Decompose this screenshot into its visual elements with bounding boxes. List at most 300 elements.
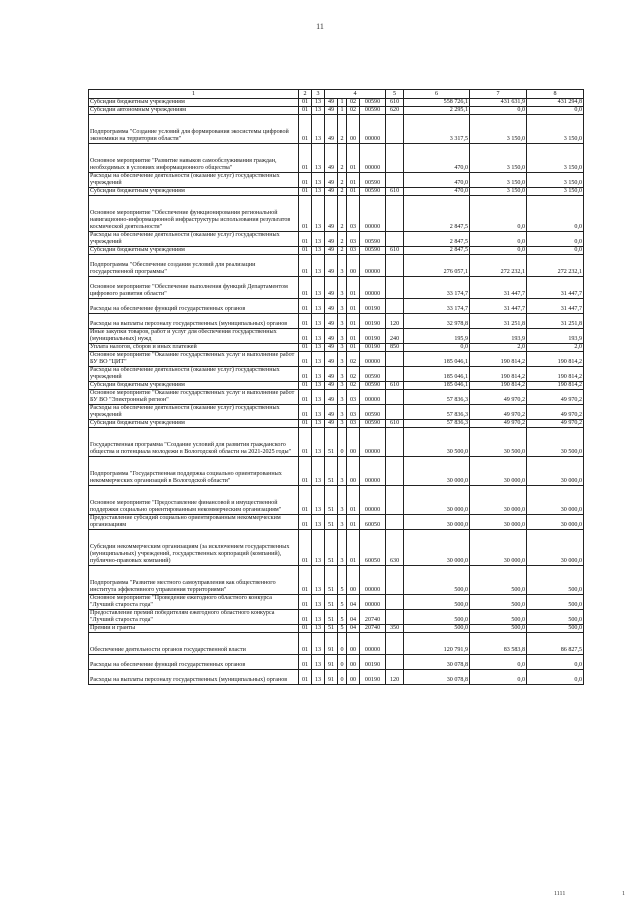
code-cell: 01 [299,247,312,255]
expense-type-cell [386,277,404,299]
amount-cell: 30 000,0 [527,457,584,486]
code-cell: 49 [325,344,338,352]
budget-table [88,89,584,685]
code-cell: 00590 [360,232,386,247]
amount-cell: 30 000,0 [470,530,527,566]
column-header: 7 [470,90,527,99]
amount-cell: 3 150,0 [527,144,584,173]
amount-cell: 431 294,8 [527,99,584,107]
code-cell: 49 [325,232,338,247]
table-row [89,255,584,277]
amount-cell: 500,0 [404,595,470,610]
amount-cell: 500,0 [527,595,584,610]
expense-type-cell [386,633,404,655]
amount-cell: 500,0 [404,566,470,595]
code-cell: 00000 [360,390,386,405]
corner-mark: 1111 [554,891,566,897]
amount-cell: 49 970,2 [527,420,584,428]
amount-cell: 0,0 [527,232,584,247]
table-row [89,655,584,670]
code-cell: 2 [338,196,347,232]
code-cell: 00590 [360,367,386,382]
amount-cell: 0,0 [404,344,470,352]
row-name-cell: Подпрограмма "Государственная поддержка социально ориентированных некоммерческих организаций в Вологодской области" [89,457,299,486]
code-cell: 01 [299,232,312,247]
code-cell: 49 [325,247,338,255]
code-cell: 01 [299,595,312,610]
code-cell: 00 [347,655,360,670]
code-cell: 01 [299,515,312,530]
row-name-cell: Обеспечение деятельности органов государственной власти [89,633,299,655]
code-cell: 60050 [360,530,386,566]
expense-type-cell [386,255,404,277]
code-cell: 00000 [360,457,386,486]
code-cell: 02 [347,107,360,115]
amount-cell: 0,0 [527,670,584,685]
amount-cell: 33 174,7 [404,299,470,314]
code-cell: 13 [312,382,325,390]
code-cell: 49 [325,420,338,428]
amount-cell: 49 970,2 [527,390,584,405]
expense-type-cell [386,405,404,420]
code-cell: 51 [325,566,338,595]
expense-type-cell: 610 [386,99,404,107]
code-cell: 13 [312,255,325,277]
amount-cell: 31 251,8 [470,314,527,329]
row-name-cell: Основное мероприятие "Развитие навыков самообслуживания граждан, необходимых в условиях информационного общества" [89,144,299,173]
table-row [89,670,584,685]
amount-cell: 30 000,0 [404,530,470,566]
code-cell: 13 [312,428,325,457]
row-name-cell: Расходы на выплаты персоналу государственных (муниципальных) органов [89,670,299,685]
amount-cell: 500,0 [527,625,584,633]
code-cell: 00590 [360,188,386,196]
code-cell: 49 [325,188,338,196]
row-name-cell: Расходы на обеспечение деятельности (оказание услуг) государственных учреждений [89,367,299,382]
code-cell: 00000 [360,633,386,655]
amount-cell: 272 232,1 [527,255,584,277]
expense-type-cell: 850 [386,344,404,352]
code-cell: 01 [299,144,312,173]
code-cell: 00 [347,633,360,655]
code-cell: 04 [347,595,360,610]
code-cell: 01 [347,515,360,530]
corner-mark: 1 [622,891,625,897]
expense-type-cell: 350 [386,625,404,633]
code-cell: 2 [338,144,347,173]
code-cell: 04 [347,610,360,625]
row-name-cell: Субсидии автономным учреждениям [89,107,299,115]
code-cell: 2 [338,115,347,144]
amount-cell: 31 447,7 [470,299,527,314]
table-row [89,633,584,655]
code-cell: 01 [347,173,360,188]
amount-cell: 0,0 [470,232,527,247]
amount-cell: 2 847,5 [404,196,470,232]
code-cell: 13 [312,655,325,670]
row-name-cell: Уплата налогов, сборов и иных платежей [89,344,299,352]
amount-cell: 2 847,5 [404,232,470,247]
code-cell: 5 [338,566,347,595]
code-cell: 01 [299,99,312,107]
amount-cell: 3 150,0 [470,188,527,196]
code-cell: 02 [347,99,360,107]
code-cell: 49 [325,367,338,382]
code-cell: 00590 [360,99,386,107]
code-cell: 13 [312,232,325,247]
code-cell: 13 [312,144,325,173]
amount-cell: 31 447,7 [527,299,584,314]
code-cell: 01 [347,188,360,196]
code-cell: 2 [338,188,347,196]
code-cell: 13 [312,566,325,595]
code-cell: 51 [325,457,338,486]
code-cell: 00590 [360,405,386,420]
amount-cell: 0,0 [470,196,527,232]
code-cell: 3 [338,382,347,390]
code-cell: 01 [347,329,360,344]
amount-cell: 272 232,1 [470,255,527,277]
amount-cell: 500,0 [470,625,527,633]
code-cell: 01 [299,115,312,144]
amount-cell: 0,0 [470,655,527,670]
amount-cell: 30 000,0 [470,457,527,486]
code-cell: 51 [325,530,338,566]
amount-cell: 193,9 [527,329,584,344]
amount-cell: 49 970,2 [470,405,527,420]
code-cell: 1 [338,107,347,115]
code-cell: 1 [338,99,347,107]
code-cell: 13 [312,188,325,196]
amount-cell: 30 000,0 [527,515,584,530]
amount-cell: 32 978,8 [404,314,470,329]
amount-cell: 3 150,0 [527,188,584,196]
row-name-cell: Основное мероприятие "Оказание государственных услуг и выполнение работ БУ ВО "Электронный регион" [89,390,299,405]
code-cell: 01 [347,344,360,352]
amount-cell: 0,0 [470,670,527,685]
amount-cell: 193,9 [470,329,527,344]
amount-cell: 3 150,0 [470,115,527,144]
code-cell: 49 [325,405,338,420]
code-cell: 00190 [360,655,386,670]
amount-cell: 500,0 [470,595,527,610]
amount-cell: 30 500,0 [404,428,470,457]
code-cell: 00590 [360,107,386,115]
code-cell: 3 [338,329,347,344]
table-row [89,515,584,530]
code-cell: 0 [338,670,347,685]
code-cell: 01 [347,277,360,299]
expense-type-cell [386,115,404,144]
table-row [89,610,584,625]
code-cell: 49 [325,352,338,367]
row-name-cell: Расходы на обеспечение деятельности (оказание услуг) государственных учреждений [89,232,299,247]
code-cell: 13 [312,299,325,314]
row-name-cell: Государственная программа "Создание условий для развития гражданского общества и потенциала молодежи в Вологодской области на 2021-2025 годы" [89,428,299,457]
code-cell: 13 [312,633,325,655]
table-row [89,405,584,420]
code-cell: 3 [338,486,347,515]
expense-type-cell [386,367,404,382]
code-cell: 01 [299,344,312,352]
amount-cell: 190 814,2 [527,352,584,367]
expense-type-cell [386,390,404,405]
amount-cell: 3 150,0 [470,144,527,173]
expense-type-cell: 610 [386,382,404,390]
amount-cell: 0,0 [527,247,584,255]
table-row [89,196,584,232]
amount-cell: 0,0 [470,247,527,255]
code-cell: 00 [347,428,360,457]
code-cell: 01 [347,530,360,566]
expense-type-cell: 610 [386,188,404,196]
table-row [89,457,584,486]
row-name-cell: Иные закупки товаров, работ и услуг для обеспечения государственных (муниципальных) нужд [89,329,299,344]
expense-type-cell: 610 [386,420,404,428]
code-cell: 01 [299,314,312,329]
code-cell: 3 [338,314,347,329]
code-cell: 00000 [360,428,386,457]
code-cell: 01 [299,329,312,344]
code-cell: 00190 [360,299,386,314]
code-cell: 03 [347,390,360,405]
table-row [89,566,584,595]
code-cell: 3 [338,390,347,405]
amount-cell: 30 500,0 [527,428,584,457]
row-name-cell: Предоставление премий победителям ежегодного областного конкурса "Лучший староста года" [89,610,299,625]
table-row [89,107,584,115]
column-header: 1 [89,90,299,99]
amount-cell: 49 970,2 [470,390,527,405]
code-cell: 13 [312,173,325,188]
row-name-cell: Подпрограмма "Развитие местного самоуправления как общественного института эффективного управления территориями" [89,566,299,595]
code-cell: 20740 [360,625,386,633]
amount-cell: 86 827,5 [527,633,584,655]
code-cell: 13 [312,405,325,420]
code-cell: 13 [312,367,325,382]
code-cell: 00 [347,255,360,277]
amount-cell: 57 836,3 [404,390,470,405]
code-cell: 3 [338,277,347,299]
amount-cell: 57 836,3 [404,420,470,428]
amount-cell: 2 295,1 [404,107,470,115]
code-cell: 5 [338,595,347,610]
code-cell: 01 [299,299,312,314]
code-cell: 13 [312,420,325,428]
code-cell: 01 [299,457,312,486]
code-cell: 00000 [360,486,386,515]
row-name-cell: Расходы на обеспечение деятельности (оказание услуг) государственных учреждений [89,173,299,188]
amount-cell: 0,0 [527,107,584,115]
code-cell: 49 [325,115,338,144]
amount-cell: 30 000,0 [404,486,470,515]
code-cell: 01 [299,610,312,625]
code-cell: 00000 [360,196,386,232]
code-cell: 91 [325,670,338,685]
amount-cell: 190 814,2 [527,382,584,390]
amount-cell: 31 447,7 [527,277,584,299]
row-name-cell: Расходы на обеспечение функций государственных органов [89,299,299,314]
amount-cell: 195,9 [404,329,470,344]
table-row [89,115,584,144]
table-row [89,595,584,610]
code-cell: 00000 [360,566,386,595]
code-cell: 00590 [360,382,386,390]
amount-cell: 83 583,8 [470,633,527,655]
code-cell: 91 [325,655,338,670]
code-cell: 20740 [360,610,386,625]
table-row [89,625,584,633]
row-name-cell: Премии и гранты [89,625,299,633]
expense-type-cell [386,610,404,625]
code-cell: 04 [347,625,360,633]
code-cell: 49 [325,196,338,232]
code-cell: 01 [299,255,312,277]
code-cell: 01 [299,625,312,633]
code-cell: 2 [338,232,347,247]
code-cell: 49 [325,390,338,405]
code-cell: 3 [338,420,347,428]
expense-type-cell [386,173,404,188]
expense-type-cell [386,655,404,670]
amount-cell: 0,0 [527,196,584,232]
code-cell: 01 [347,314,360,329]
table-row [89,382,584,390]
code-cell: 3 [338,299,347,314]
code-cell: 01 [299,352,312,367]
table-row [89,173,584,188]
amount-cell: 185 046,1 [404,367,470,382]
code-cell: 0 [338,633,347,655]
amount-cell: 3 150,0 [527,115,584,144]
code-cell: 13 [312,196,325,232]
code-cell: 0 [338,655,347,670]
expense-type-cell: 610 [386,247,404,255]
code-cell: 13 [312,344,325,352]
code-cell: 51 [325,610,338,625]
code-cell: 5 [338,625,347,633]
row-name-cell: Предоставление субсидий социально ориентированным некоммерческим организациям [89,515,299,530]
column-header: 3 [312,90,325,99]
code-cell: 03 [347,232,360,247]
expense-type-cell: 630 [386,530,404,566]
table-row [89,530,584,566]
row-name-cell: Подпрограмма "Обеспечение создания условий для реализации государственной программы" [89,255,299,277]
code-cell: 00000 [360,144,386,173]
code-cell: 01 [299,196,312,232]
row-name-cell: Основное мероприятие "Оказание государственных услуг и выполнение работ БУ ВО "ЦИТ" [89,352,299,367]
table-row [89,144,584,173]
code-cell: 3 [338,352,347,367]
amount-cell: 185 046,1 [404,352,470,367]
code-cell: 01 [299,367,312,382]
amount-cell: 2,0 [527,344,584,352]
amount-cell: 31 447,7 [470,277,527,299]
amount-cell: 190 814,2 [470,367,527,382]
amount-cell: 57 836,3 [404,405,470,420]
amount-cell: 500,0 [527,610,584,625]
code-cell: 01 [299,633,312,655]
column-header: 8 [527,90,584,99]
code-cell: 03 [347,247,360,255]
amount-cell: 30 000,0 [470,515,527,530]
amount-cell: 190 814,2 [470,382,527,390]
code-cell: 00000 [360,595,386,610]
amount-cell: 500,0 [404,610,470,625]
amount-cell: 31 251,8 [527,314,584,329]
code-cell: 01 [299,486,312,515]
code-cell: 91 [325,633,338,655]
amount-cell: 33 174,7 [404,277,470,299]
row-name-cell: Субсидии бюджетным учреждениям [89,99,299,107]
amount-cell: 30 500,0 [470,428,527,457]
code-cell: 02 [347,367,360,382]
code-cell: 00190 [360,314,386,329]
code-cell: 01 [299,277,312,299]
code-cell: 01 [299,382,312,390]
code-cell: 49 [325,299,338,314]
code-cell: 13 [312,390,325,405]
code-cell: 00 [347,670,360,685]
amount-cell: 190 814,2 [470,352,527,367]
amount-cell: 30 000,0 [470,486,527,515]
column-header: 4 [325,90,386,99]
amount-cell: 431 631,9 [470,99,527,107]
expense-type-cell [386,299,404,314]
code-cell: 2 [338,173,347,188]
amount-cell: 120 791,9 [404,633,470,655]
code-cell: 13 [312,515,325,530]
code-cell: 51 [325,625,338,633]
amount-cell: 470,0 [404,188,470,196]
code-cell: 01 [299,655,312,670]
code-cell: 01 [299,428,312,457]
code-cell: 01 [299,670,312,685]
code-cell: 01 [299,390,312,405]
code-cell: 00190 [360,670,386,685]
code-cell: 13 [312,610,325,625]
expense-type-cell: 240 [386,329,404,344]
code-cell: 13 [312,352,325,367]
code-cell: 00000 [360,352,386,367]
code-cell: 13 [312,595,325,610]
amount-cell: 500,0 [404,625,470,633]
code-cell: 01 [347,486,360,515]
page-number: 11 [316,22,324,31]
amount-cell: 30 078,8 [404,670,470,685]
row-name-cell: Основное мероприятие "Обеспечение выполнения функций Департаментом цифрового развития области" [89,277,299,299]
table-row [89,314,584,329]
code-cell: 13 [312,247,325,255]
code-cell: 49 [325,382,338,390]
code-cell: 2 [338,247,347,255]
expense-type-cell [386,352,404,367]
table-row [89,247,584,255]
expense-type-cell [386,486,404,515]
table-row [89,232,584,247]
code-cell: 3 [338,530,347,566]
table-row [89,344,584,352]
row-name-cell: Подпрограмма "Создание условий для формирования экосистемы цифровой экономики на территории области" [89,115,299,144]
row-name-cell: Субсидии бюджетным учреждениям [89,188,299,196]
code-cell: 03 [347,405,360,420]
row-name-cell: Субсидии бюджетным учреждениям [89,382,299,390]
amount-cell: 3 317,5 [404,115,470,144]
code-cell: 60050 [360,515,386,530]
row-name-cell: Субсидии бюджетным учреждениям [89,420,299,428]
code-cell: 49 [325,173,338,188]
amount-cell: 500,0 [527,566,584,595]
